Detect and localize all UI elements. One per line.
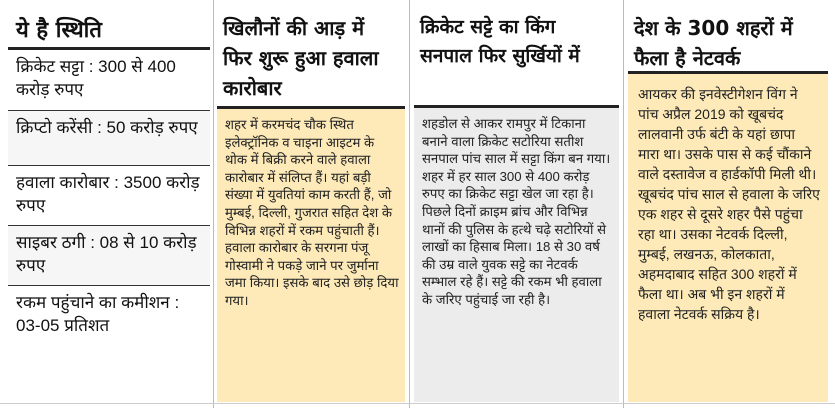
column-divider — [409, 0, 410, 408]
story-toys-body: शहर में करमचंद चौक स्थित इलेक्ट्रॉनिक व चाइना आइटम के थोक में बिक्री करने वाले हवाला कारोबार में संलिप्त हैं। यहां बड़ी संख्या में युवतियां काम करती हैं, जो मुम्बई, दिल्ली, गुजरात सहित देश के विभिन्न शहरों में रकम पहुंचाती हैं। हवाला कारोबार के सरगना पंजू गोस्वामी ने पकड़े जाने पर जुर्माना जमा किया। इसके बाद उसे छोड़ दिया गया। — [225, 117, 399, 308]
story-network-headline: देश के 300 शहरों में फैला है नेटवर्क — [628, 6, 828, 74]
bottom-rule — [0, 403, 835, 404]
story-cricket — [414, 6, 619, 402]
story-cricket-body: शहडोल से आकर रामपुर में टिकाना बनाने वाला क्रिकेट सटोरिया सतीश सनपाल पांच साल में सट्टा किंग बन गया। शहर में हर साल 300 से 400 करोड़ रुपए का क्रिकेट सट्टा खेल जा रहा है। पिछले दिनों क्राइम ब्रांच और विभिन्न थानों की पुलिस के हत्थे चढ़े सटोरियों से लाखों का हिसाब मिला। 18 से 30 वर्ष की उम्र वाले युवक सट्टे का नेटवर्क सम्भाल रहे हैं। सट्टे की रकम भी हवाला के जरिए पहुंचाई जा रही है। — [422, 116, 611, 307]
story-cricket-headline: क्रिकेट सट्टे का किंग सनपाल फिर सुर्खियों में — [414, 6, 619, 108]
story-toys — [217, 6, 405, 402]
fact-crypto-currency: क्रिप्टो करेंसी : 50 करोड़ रुपए — [8, 111, 210, 166]
story-network-body: आयकर की इनवेस्टीगेशन विंग ने पांच अप्रैल 2019 को खूबचंद लालवानी उर्फ बंटी के यहां छापा मारा था। उसके पास से कई चौंकाने वाले दस्तावेज व हार्डकॉपी मिली थी। खूबचंद पांच साल से हवाला के जरिए एक शहर से दूसरे शहर पैसे पहुंचा रहा था। उसका नेटवर्क दिल्ली, मुम्बई, लखनऊ, कोलकाता, अहमदाबाद सहित 300 शहरों में फैला था। अब भी इन शहरों में हवाला नेटवर्क सक्रिय है। — [638, 86, 820, 322]
fact-hawala-business: हवाला कारोबार : 3500 करोड़ रुपए — [8, 166, 210, 226]
column-divider — [213, 0, 214, 408]
fact-commission: रकम पहुंचाने का कमीशन : 03-05 प्रतिशत — [8, 286, 210, 368]
facts-box — [8, 6, 210, 402]
fact-cyber-fraud: साइबर ठगी : 08 से 10 करोड़ रुपए — [8, 226, 210, 286]
story-toys-headline: खिलौनों की आड़ में फिर शुरू हुआ हवाला कारोबार — [217, 6, 405, 109]
column-divider — [623, 0, 624, 408]
fact-cricket-betting: क्रिकेट सट्टा : 300 से 400 करोड़ रुपए — [8, 50, 210, 111]
facts-box-title: ये है स्थिति — [8, 6, 210, 50]
story-network — [628, 6, 828, 402]
